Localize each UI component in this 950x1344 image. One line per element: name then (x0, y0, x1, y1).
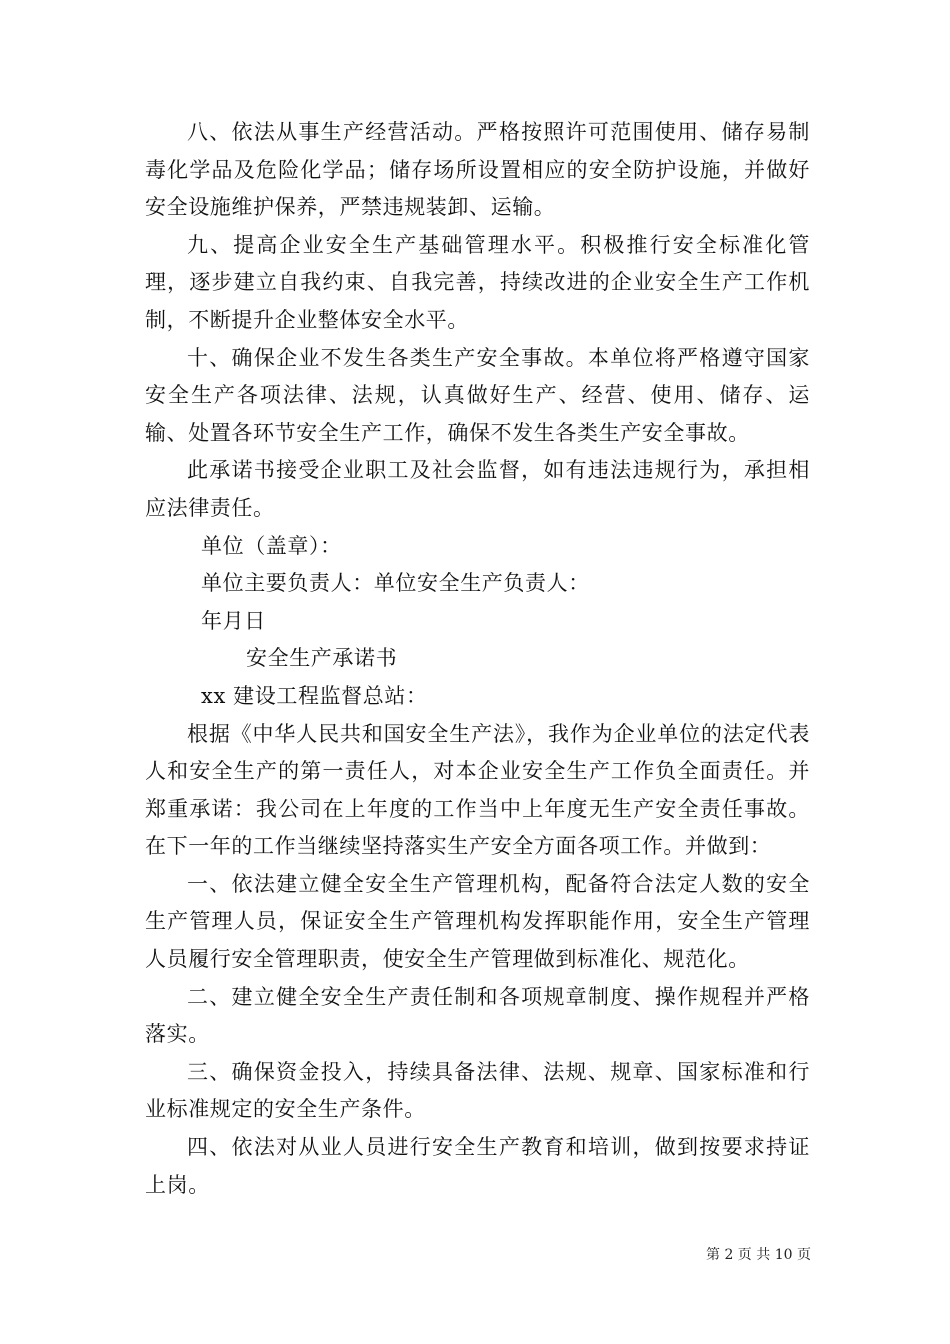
paragraph-item-3: 三、确保资金投入，持续具备法律、法规、规章、国家标准和行业标准规定的安全生产条件。 (145, 1059, 810, 1122)
section-title: 安全生产承诺书 (246, 646, 398, 671)
signature-date: 年月日 (201, 608, 266, 633)
document-body (145, 114, 810, 1204)
signature-responsible: 单位主要负责人：单位安全生产负责人： (201, 571, 590, 596)
paragraph-item-10: 十、确保企业不发生各类生产安全事故。本单位将严格遵守国家安全生产各项法律、法规，认真做好生产、经营、使用、储存、运输、处置各环节安全生产工作，确保不发生各类生产安全事故。 (145, 345, 810, 445)
paragraph-item-9: 九、提高企业安全生产基础管理水平。积极推行安全标准化管理，逐步建立自我约束、自我完善，持续改进的企业安全生产工作机制，不断提升企业整体安全水平。 (145, 232, 810, 332)
signature-unit-seal: 单位（盖章）： (201, 533, 342, 558)
paragraph-intro: 根据《中华人民共和国安全生产法》，我作为企业单位的法定代表人和安全生产的第一责任人，对本企业安全生产工作负全面责任。并郑重承诺：我公司在上年度的工作当中上年度无生产安全责任事故。在下一年的工作当继续坚持落实生产安全方面各项工作。并做到： (145, 721, 810, 859)
page-number: 第 2 页 共 10 页 (706, 1247, 811, 1263)
addressee: xx 建设工程监督总站： (201, 683, 428, 708)
paragraph-item-8: 八、依法从事生产经营活动。严格按照许可范围使用、储存易制毒化学品及危险化学品；储存场所设置相应的安全防护设施，并做好安全设施维护保养，严禁违规装卸、运输。 (145, 120, 810, 220)
paragraph-supervision: 此承诺书接受企业职工及社会监督，如有违法违规行为，承担相应法律责任。 (145, 458, 810, 520)
paragraph-item-4: 四、依法对从业人员进行安全生产教育和培训，做到按要求持证上岗。 (145, 1135, 810, 1197)
paragraph-item-1: 一、依法建立健全安全生产管理机构，配备符合法定人数的安全生产管理人员，保证安全生产管理机构发挥职能作用，安全生产管理人员履行安全管理职责，使安全生产管理做到标准化、规范化。 (145, 871, 810, 972)
paragraph-item-2: 二、建立健全安全生产责任制和各项规章制度、操作规程并严格落实。 (145, 984, 810, 1047)
